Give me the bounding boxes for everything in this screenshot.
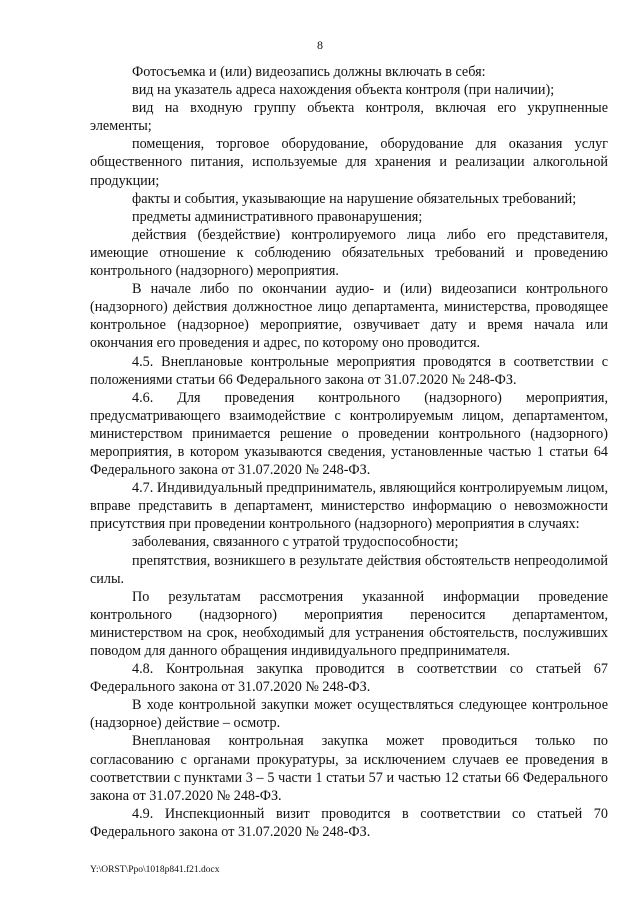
paragraph: В ходе контрольной закупки может осуществляться следующее контрольное (надзорное) действие – осмотр. bbox=[90, 697, 608, 732]
paragraph: 4.9. Инспекционный визит проводится в соответствии со статьей 70 Федерального закона от 31.07.2020 № 248-ФЗ. bbox=[90, 805, 608, 840]
paragraph: 4.5. Внеплановые контрольные мероприятия проводятся в соответствии с положениями статьи 66 Федерального закона от 31.07.2020 № 248-ФЗ. bbox=[90, 353, 608, 388]
paragraph: В начале либо по окончании аудио- и (или) видеозаписи контрольного (надзорного) действия должностное лицо департамента, министерства, проводящее контрольное (надзорное) мероприятие, озвучивает дату и время начала или окончания его проведения и адрес, по которому оно проводится. bbox=[90, 281, 608, 352]
paragraph: вид на входную группу объекта контроля, включая его укрупненные элементы; bbox=[90, 100, 608, 135]
paragraph: Фотосъемка и (или) видеозапись должны включать в себя: bbox=[132, 64, 486, 80]
paragraph: заболевания, связанного с утратой трудоспособности; bbox=[132, 534, 459, 551]
paragraph: Внеплановая контрольная закупка может проводиться только по согласованию с органами прокуратуры, за исключением случаев ее проведения в соответствии с пунктами 3 – 5 части 1 статьи 57 и частью 12 статьи 66 Федерального закона от 31.07.2020 № 248-ФЗ. bbox=[90, 733, 608, 804]
paragraph: препятствия, возникшего в результате действия обстоятельств непреодолимой силы. bbox=[90, 552, 608, 587]
paragraph: действия (бездействие) контролируемого лица либо его представителя, имеющие отношение к соблюдению обязательных требований и проведению контрольного (надзорного) мероприятия. bbox=[90, 226, 608, 280]
paragraph: 4.8. Контрольная закупка проводится в соответствии со статьей 67 Федерального закона от 31.07.2020 № 248-ФЗ. bbox=[90, 661, 608, 696]
paragraph: помещения, торговое оборудование, оборудование для оказания услуг общественного питания, используемые для хранения и реализации алкогольной продукции; bbox=[90, 136, 608, 189]
paragraph: факты и события, указывающие на нарушение обязательных требований; bbox=[132, 190, 577, 207]
paragraph: вид на указатель адреса нахождения объекта контроля (при наличии); bbox=[132, 82, 555, 99]
document-body bbox=[90, 63, 608, 841]
file-path-footer: Y:\ORST\Ppo\1018p841.f21.docx bbox=[90, 865, 220, 875]
paragraph: предметы административного правонарушения; bbox=[132, 208, 423, 225]
page-number: 8 bbox=[317, 38, 323, 52]
paragraph: 4.6. Для проведения контрольного (надзорного) мероприятия, предусматривающего взаимодействие с контролируемым лицом, департаментом, министерством принимается решение о проведении контрольного (надзорного) мероприятия, в котором указываются сведения, установленные частью 1 статьи 64 Федерального закона от 31.07.2020 № 248-ФЗ. bbox=[90, 389, 608, 479]
paragraph: По результатам рассмотрения указанной информации проведение контрольного (надзорного) мероприятия переносится департаментом, министерством на срок, необходимый для устранения обстоятельств, послуживших поводом для данного обращения индивидуального предпринимателя. bbox=[90, 588, 608, 659]
paragraph: 4.7. Индивидуальный предприниматель, являющийся контролируемым лицом, вправе представить в департамент, министерство информацию о невозможности присутствия при проведении контрольного (надзорного) мероприятия в случаях: bbox=[90, 480, 608, 533]
